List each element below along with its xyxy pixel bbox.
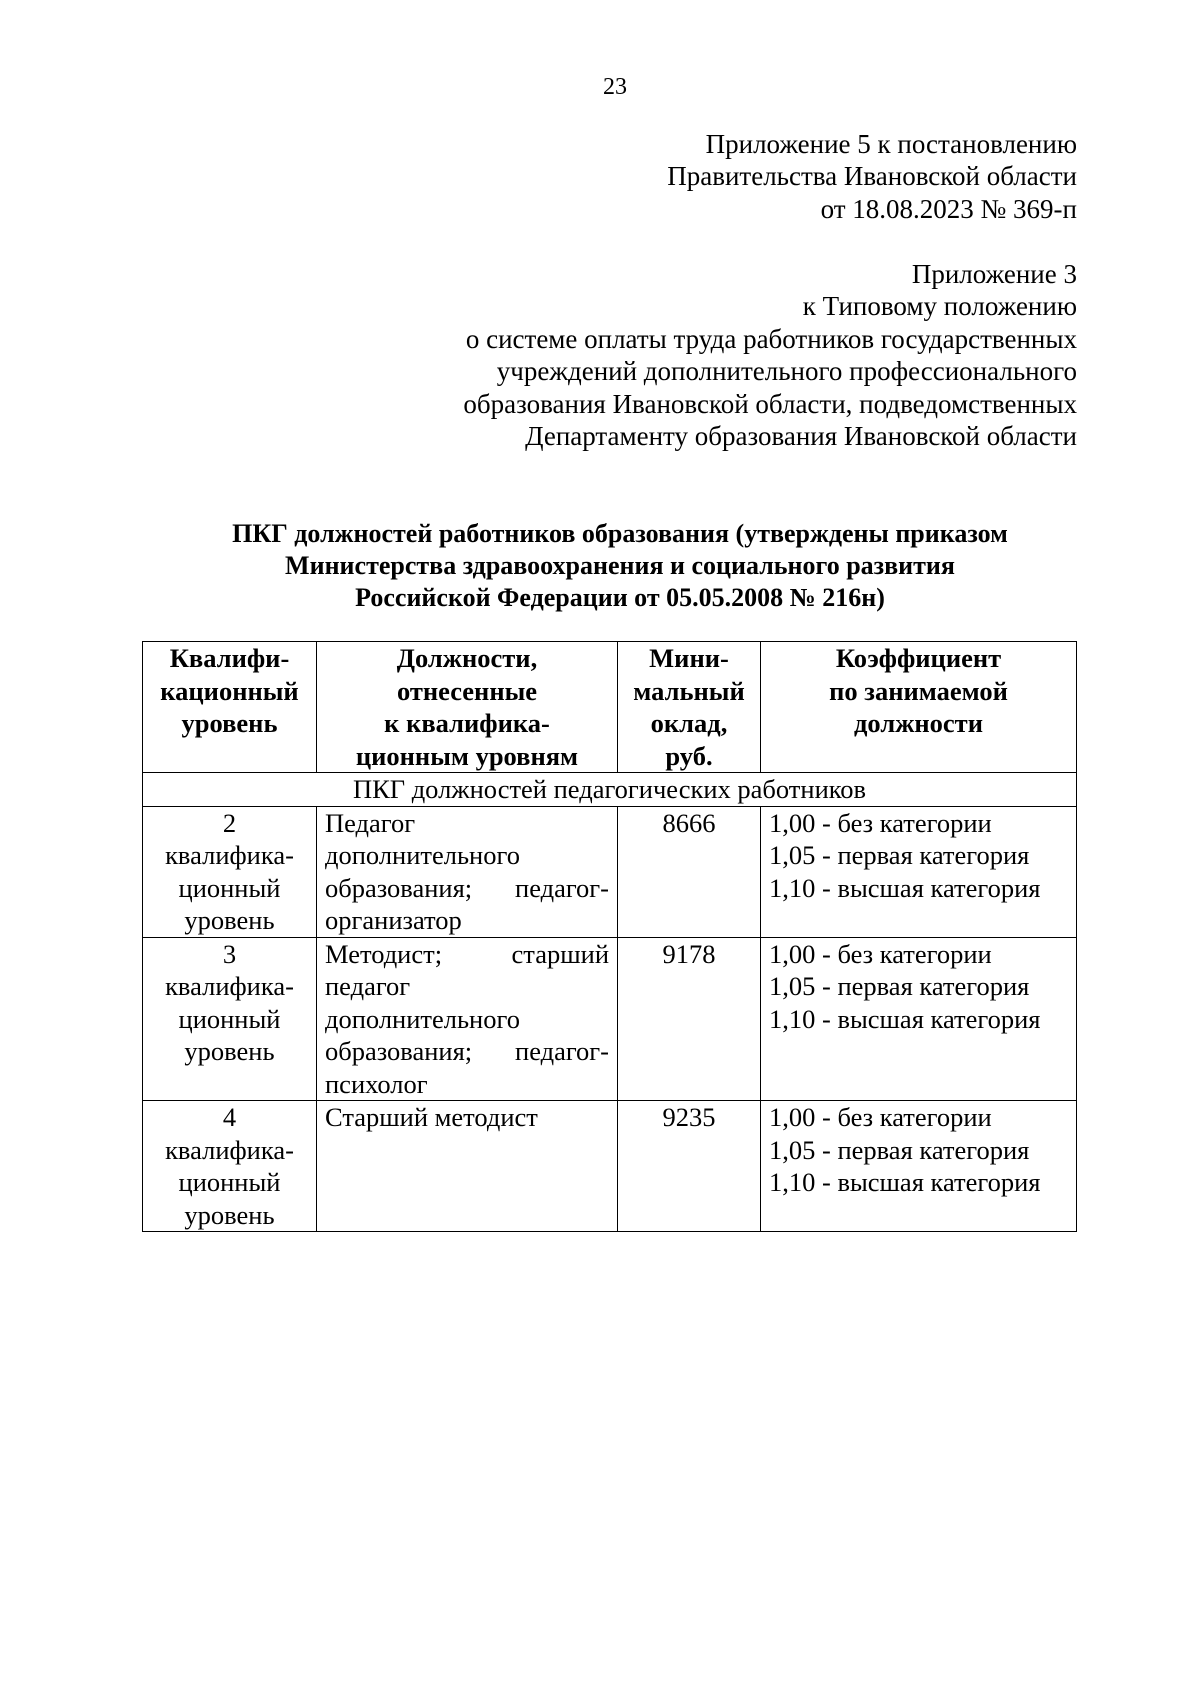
cell-line: уровень <box>184 905 275 935</box>
coefficient-cell <box>761 806 1077 937</box>
cell-line: педагог <box>325 971 411 1001</box>
header-level <box>143 642 317 773</box>
level-cell <box>143 806 317 937</box>
appendix-header <box>667 128 1077 225</box>
salary-cell: 9235 <box>618 1101 761 1232</box>
table-row <box>143 806 1077 937</box>
title-line: Российской Федерации от 05.05.2008 № 216н) <box>355 583 885 612</box>
positions-cell <box>317 1101 618 1232</box>
header-line: ционным уровням <box>355 740 579 771</box>
appendix-line: образования Ивановской области, подведомственных <box>463 388 1077 419</box>
appendix-line: Департаменту образования Ивановской области <box>525 421 1077 452</box>
cell-line: ционный <box>178 1003 281 1034</box>
cell-line: дополнительного <box>325 1003 520 1034</box>
header-line: руб. <box>665 740 713 771</box>
page-number: 23 <box>603 74 627 100</box>
cell-line: 3 <box>222 938 237 969</box>
level-cell <box>143 937 317 1101</box>
header-coefficient <box>761 642 1077 773</box>
coefficient-cell <box>761 937 1077 1101</box>
salary-cell: 8666 <box>618 806 761 937</box>
sub-appendix-header <box>463 258 1077 452</box>
positions-cell <box>317 937 618 1101</box>
appendix-line: Приложение 5 к постановлению <box>705 129 1077 159</box>
cell-line: образования; педагог- <box>325 872 609 903</box>
header-line: к квалифика- <box>384 708 550 738</box>
appendix-line: Правительства Ивановской области <box>667 161 1077 192</box>
table-row <box>143 937 1077 1101</box>
header-line: Должности, <box>396 643 538 673</box>
appendix-line: к Типовому положению <box>802 291 1077 322</box>
group-label: ПКГ должностей педагогических работников <box>143 773 1077 807</box>
cell-line: Педагог <box>325 807 416 838</box>
cell-line: ционный <box>178 872 281 903</box>
cell-line: 1,05 - первая категория <box>769 840 1030 870</box>
header-positions <box>317 642 618 773</box>
table-header-row <box>143 642 1077 773</box>
cell-line: 1,10 - высшая категория <box>769 1167 1041 1197</box>
header-salary <box>618 642 761 773</box>
cell-line: квалифика- <box>165 840 294 870</box>
cell-line: 1,00 - без категории <box>769 807 992 838</box>
cell-line: 1,10 - высшая категория <box>769 872 1041 903</box>
cell-line: 2 <box>222 807 237 838</box>
cell-line: Методист; старший <box>325 938 609 969</box>
cell-line: квалифика- <box>165 1134 294 1165</box>
header-line: отнесенные <box>396 675 538 706</box>
cell-line: Старший методист <box>325 1102 538 1132</box>
appendix-line: от 18.08.2023 № 369-п <box>820 193 1077 224</box>
group-row <box>143 773 1077 807</box>
header-line: Коэффициент <box>835 643 1002 673</box>
title-line: ПКГ должностей работников образования (утверждены приказом <box>232 519 1008 548</box>
header-line: Мини- <box>649 643 729 673</box>
header-line: по занимаемой <box>829 675 1008 706</box>
cell-line: дополнительного <box>325 840 520 870</box>
cell-line: образования; педагог- <box>325 1036 609 1066</box>
header-line: должности <box>854 708 983 738</box>
cell-line: 1,00 - без категории <box>769 1102 992 1132</box>
qualification-table <box>142 641 1077 1232</box>
positions-cell <box>317 806 618 937</box>
salary-cell: 9178 <box>618 937 761 1101</box>
cell-line: уровень <box>184 1199 275 1230</box>
document-title <box>140 518 1100 614</box>
cell-line: 1,10 - высшая категория <box>769 1003 1041 1034</box>
cell-line: организатор <box>325 905 462 935</box>
cell-line: ционный <box>178 1167 281 1197</box>
header-line: Квалифи- <box>169 643 290 673</box>
header-line: кационный <box>160 675 299 706</box>
appendix-line: Приложение 3 <box>911 259 1077 289</box>
cell-line: 1,05 - первая категория <box>769 1134 1030 1165</box>
cell-line: уровень <box>184 1036 275 1066</box>
table-row <box>143 1101 1077 1232</box>
cell-line: психолог <box>325 1068 428 1099</box>
cell-line: квалифика- <box>165 971 294 1001</box>
header-line: оклад, <box>650 708 728 738</box>
cell-line: 4 <box>222 1102 237 1132</box>
header-line: мальный <box>633 675 745 706</box>
level-cell <box>143 1101 317 1232</box>
title-line: Министерства здравоохранения и социального развития <box>285 551 955 580</box>
cell-line: 1,00 - без категории <box>769 938 992 969</box>
appendix-line: о системе оплаты труда работников государственных <box>465 323 1077 354</box>
appendix-line: учреждений дополнительного профессионального <box>496 356 1077 387</box>
header-line: уровень <box>181 708 278 738</box>
coefficient-cell <box>761 1101 1077 1232</box>
cell-line: 1,05 - первая категория <box>769 971 1030 1001</box>
